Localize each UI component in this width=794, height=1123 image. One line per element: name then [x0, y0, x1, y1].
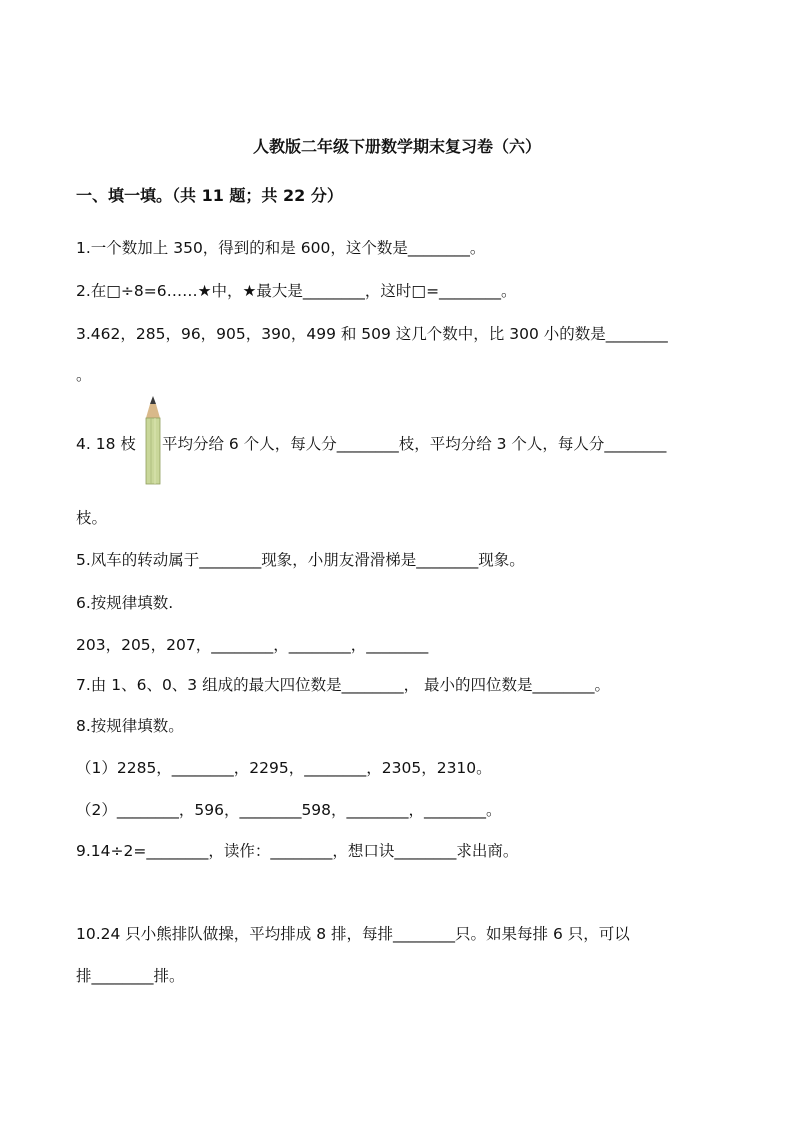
page-title: 人教版二年级下册数学期末复习卷（六）	[252, 137, 541, 156]
question-4-start: 4. 18 枝	[76, 435, 136, 453]
question-10-end: 排________排。	[76, 967, 185, 985]
question-8: 8.按规律填数。	[76, 717, 184, 735]
question-6: 6.按规律填数.	[76, 594, 174, 612]
pencil-icon	[144, 396, 162, 486]
question-6-sequence: 203，205，207，________，________，________	[76, 636, 429, 654]
question-3: 3.462，285，96，905，390，499 和 509 这几个数中，比 300 小的数是________	[76, 325, 668, 343]
question-8-part-1: （1）2285，________，2295，________，2305，2310。	[76, 759, 492, 777]
question-8-part-2: （2）________，596，________598，________，________。	[76, 801, 502, 819]
question-7: 7.由 1、6、0、3 组成的最大四位数是________， 最小的四位数是________。	[76, 676, 611, 694]
question-2: 2.在□÷8=6……★中，★最大是________，这时□=________。	[76, 282, 517, 300]
question-4-end: 枝。	[76, 509, 108, 527]
question-9: 9.14÷2=________，读作：________，想口诀________求出商。	[76, 842, 519, 860]
question-10: 10.24 只小熊排队做操，平均排成 8 排，每排________只。如果每排 6 只，可以	[76, 925, 630, 943]
question-1: 1.一个数加上 350，得到的和是 600，这个数是________。	[76, 239, 486, 257]
question-3-end: 。	[76, 366, 92, 384]
section-heading: 一、填一填。（共 11 题；共 22 分）	[76, 186, 343, 205]
question-5: 5.风车的转动属于________现象，小朋友滑滑梯是________现象。	[76, 551, 525, 569]
question-4: 平均分给 6 个人，每人分________枝，平均分给 3 个人，每人分________	[162, 435, 667, 453]
